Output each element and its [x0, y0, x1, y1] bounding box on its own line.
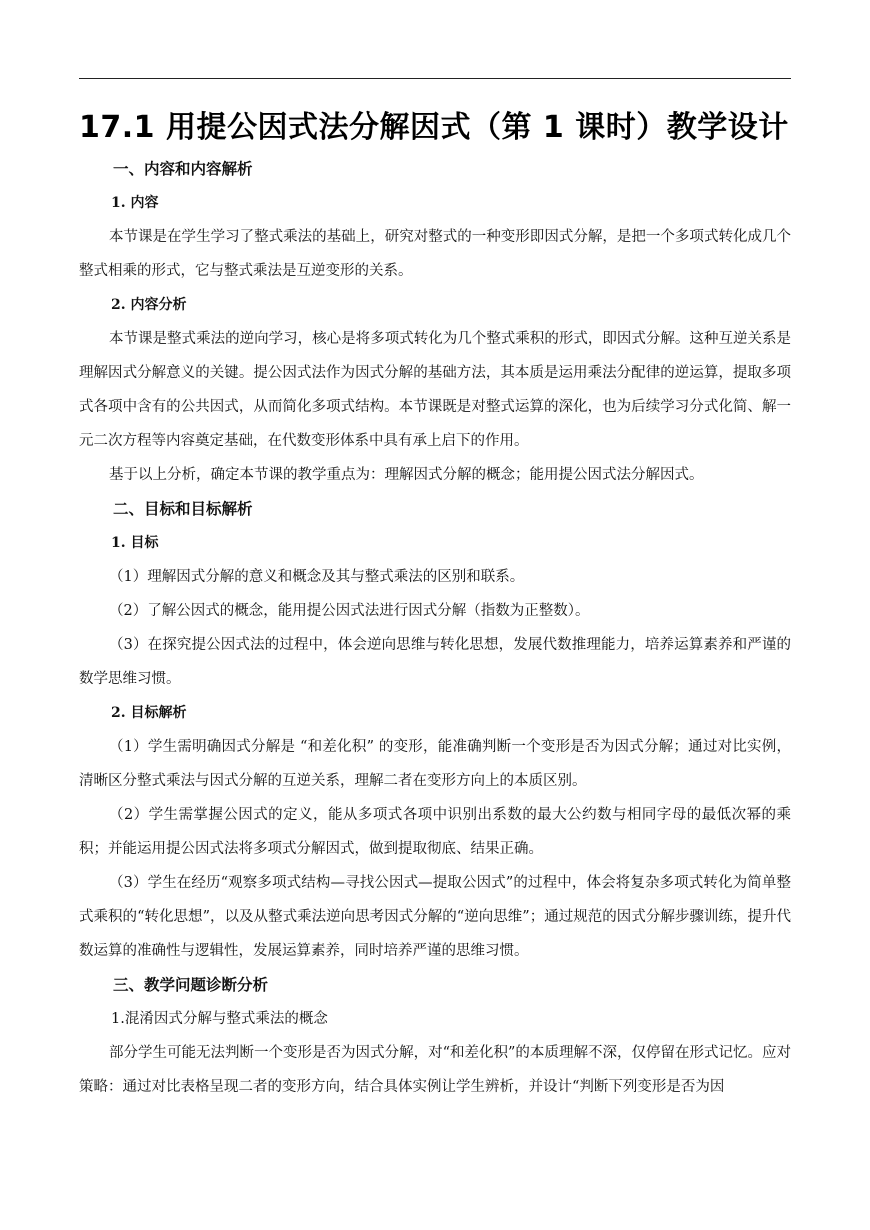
goal-item-1: （1）理解因式分解的意义和概念及其与整式乘法的区别和联系。: [109, 569, 525, 585]
subsection-heading-content-analysis: 2. 内容分析: [111, 297, 187, 313]
paragraph-confusion: 部分学生可能无法判断一个变形是否为因式分解，对“和差化积”的本质理解不深，仅停留在形式记忆。应对策略：通过对比表格呈现二者的变形方向，结合具体实例让学生辨析，并设计“判断下列变形是否为因: [79, 1045, 791, 1095]
document-body: [79, 152, 791, 1104]
section-heading-3: 三、教学问题诊断分析: [113, 976, 269, 994]
goal-analysis-item-2: （2）学生需掌握公因式的定义，能从多项式各项中识别出系数的最大公约数与相同字母的最低次幂的乘积；并能运用提公因式法将多项式分解因式，做到提取彻底、结果正确。: [79, 807, 791, 857]
paragraph-key-points: 基于以上分析，确定本节课的教学重点为：理解因式分解的概念；能用提公因式法分解因式。: [109, 467, 704, 483]
document-title: 17.1 用提公因式法分解因式（第 1 课时）教学设计: [79, 110, 789, 145]
subsection-heading-goal-analysis: 2. 目标解析: [111, 705, 187, 721]
goal-analysis-item-1: （1）学生需明确因式分解是 “和差化积” 的变形，能准确判断一个变形是否为因式分解；通过对比实例，清晰区分整式乘法与因式分解的互逆关系，理解二者在变形方向上的本质区别。: [79, 739, 791, 789]
goal-item-3: （3）在探究提公因式法的过程中，体会逆向思维与转化思想，发展代数推理能力，培养运算素养和严谨的数学思维习惯。: [79, 637, 791, 687]
goal-analysis-item-3: （3）学生在经历“观察多项式结构—寻找公因式—提取公因式”的过程中，体会将复杂多项式转化为简单整式乘积的“转化思想”，以及从整式乘法逆向思考因式分解的“逆向思维”；通过规范的因式分解步骤训练，提升代数运算的准确性与逻辑性，发展运算素养，同时培养严谨的思维习惯。: [79, 875, 791, 959]
section-heading-1: 一、内容和内容解析: [113, 160, 253, 178]
section-heading-2: 二、目标和目标解析: [113, 500, 253, 518]
goal-item-2: （2）了解公因式的概念，能用提公因式法进行因式分解（指数为正整数）。: [109, 603, 590, 619]
subsection-heading-goals: 1. 目标: [111, 535, 159, 551]
paragraph-content-analysis: 本节课是整式乘法的逆向学习，核心是将多项式转化为几个整式乘积的形式，即因式分解。这种互逆关系是理解因式分解意义的关键。提公因式法作为因式分解的基础方法，其本质是运用乘法分配律的逆运算，提取多项式各项中含有的公共因式，从而简化多项式结构。本节课既是对整式运算的深化，也为后续学习分式化简、解一元二次方程等内容奠定基础，在代数变形体系中具有承上启下的作用。: [79, 331, 791, 449]
subsection-heading-confusion: 1.混淆因式分解与整式乘法的概念: [111, 1011, 328, 1027]
paragraph-content: 本节课是在学生学习了整式乘法的基础上，研究对整式的一种变形即因式分解，是把一个多项式转化成几个整式相乘的形式，它与整式乘法是互逆变形的关系。: [79, 229, 791, 279]
subsection-heading-content: 1. 内容: [111, 195, 159, 211]
header-rule: [79, 78, 791, 79]
